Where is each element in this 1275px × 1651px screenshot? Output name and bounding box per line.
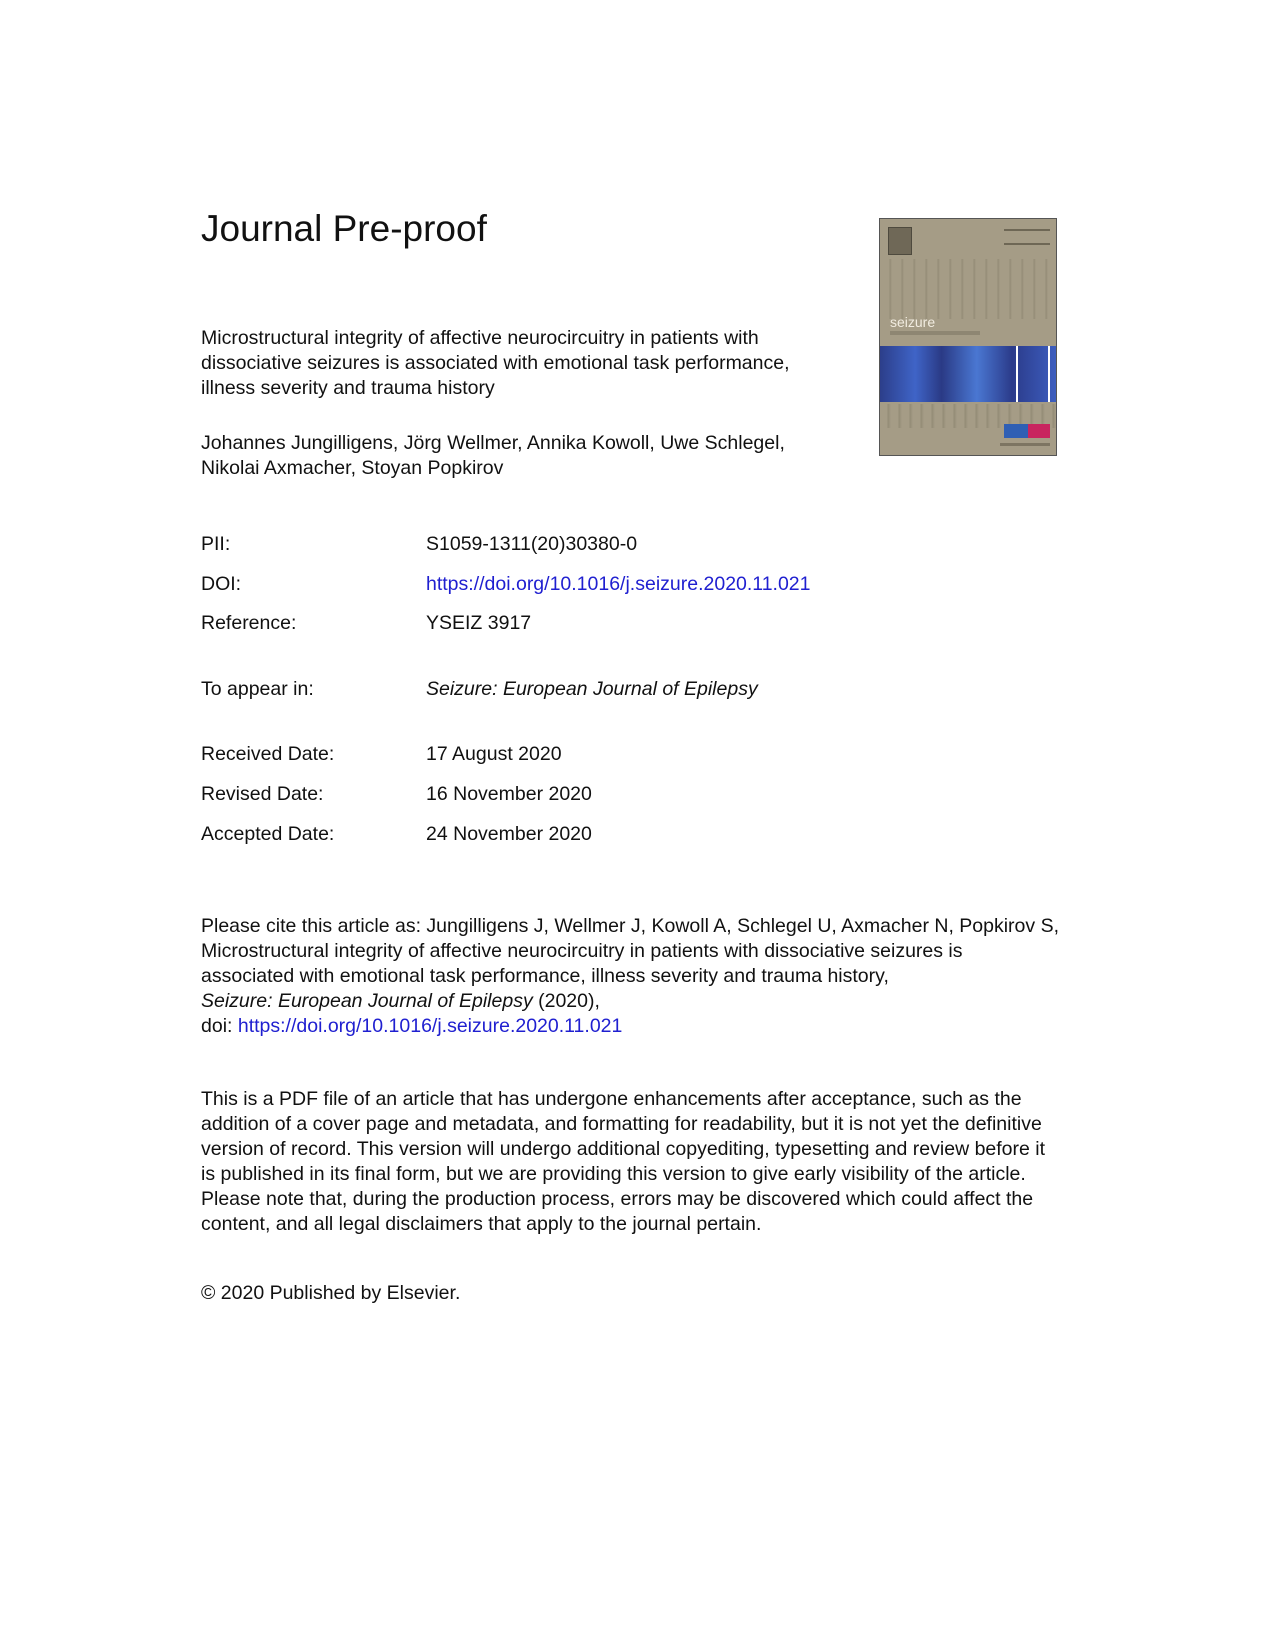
meta-row-received	[201, 741, 901, 767]
copyright-notice: © 2020 Published by Elsevier.	[201, 1282, 461, 1304]
publisher-logo-icon	[888, 227, 912, 255]
received-date: 17 August 2020	[426, 743, 562, 765]
citation-doi-link[interactable]: https://doi.org/10.1016/j.seizure.2020.11.021	[237, 1015, 623, 1037]
journal-cover-image	[879, 218, 1057, 456]
citation-text: Please cite this article as: Jungilligens J, Wellmer J, Kowoll A, Schlegel U, Axmacher N, Popkirov S, Microstructural integrity of affective neurocircuitry in patients with dissociative seizures is associated with emotional task performance, illness severity and trauma history,	[201, 915, 1059, 987]
author-list: Johannes Jungilligens, Jӧrg Wellmer, Annika Kowoll, Uwe Schlegel, Nikolai Axmacher, Stoyan Popkirov	[201, 432, 785, 479]
meta-label: Accepted Date:	[201, 823, 335, 845]
meta-row-doi	[201, 571, 901, 597]
citation-journal: Seizure: European Journal of Epilepsy	[201, 990, 533, 1012]
citation-doi-prefix: doi:	[201, 1015, 238, 1037]
page-heading: Journal Pre-proof	[201, 208, 487, 249]
meta-row-reference	[201, 610, 901, 636]
citation-year: (2020),	[532, 990, 600, 1012]
cover-badge	[1004, 424, 1050, 438]
meta-label: PII:	[201, 533, 231, 555]
disclaimer-text: This is a PDF file of an article that has undergone enhancements after acceptance, such as the addition of a cover page and metadata, and formatting for readability, but it is not yet the definitive version of record. This version will undergo additional copyediting, typesetting and review before it is published in its final form, but we are providing this version to give early visibility of the article. Please note that, during the production process, errors may be discovered which could affect the content, and all legal disclaimers that apply to the journal pertain.	[201, 1088, 1046, 1235]
cover-pattern	[880, 259, 1056, 319]
meta-row-appear-in	[201, 676, 901, 702]
meta-label: Received Date:	[201, 743, 335, 765]
accepted-date: 24 November 2020	[426, 823, 592, 845]
reference-value: YSEIZ 3917	[426, 612, 532, 634]
citation-block	[201, 914, 1061, 1039]
article-title: Microstructural integrity of affective neurocircuitry in patients with dissociative seizures is associated with emotional task performance, illness severity and trauma history	[201, 327, 790, 399]
meta-label: Reference:	[201, 612, 297, 634]
revised-date: 16 November 2020	[426, 783, 592, 805]
meta-label: DOI:	[201, 573, 242, 595]
meta-row-accepted	[201, 821, 901, 847]
meta-row-pii	[201, 531, 901, 557]
meta-row-revised	[201, 781, 901, 807]
cover-volume-info	[1004, 229, 1050, 245]
cover-illustration	[880, 346, 1056, 402]
pii-value: S1059-1311(20)30380-0	[426, 533, 638, 555]
cover-divider	[1048, 346, 1050, 402]
journal-name: Seizure: European Journal of Epilepsy	[426, 678, 758, 700]
meta-label: Revised Date:	[201, 783, 324, 805]
cover-journal-title: seizure	[890, 314, 936, 330]
cover-divider	[1016, 346, 1018, 402]
cover-footer-line	[1000, 443, 1050, 446]
doi-link[interactable]: https://doi.org/10.1016/j.seizure.2020.11.021	[426, 573, 811, 595]
meta-label: To appear in:	[201, 678, 314, 700]
cover-subtitle-line	[890, 331, 980, 335]
